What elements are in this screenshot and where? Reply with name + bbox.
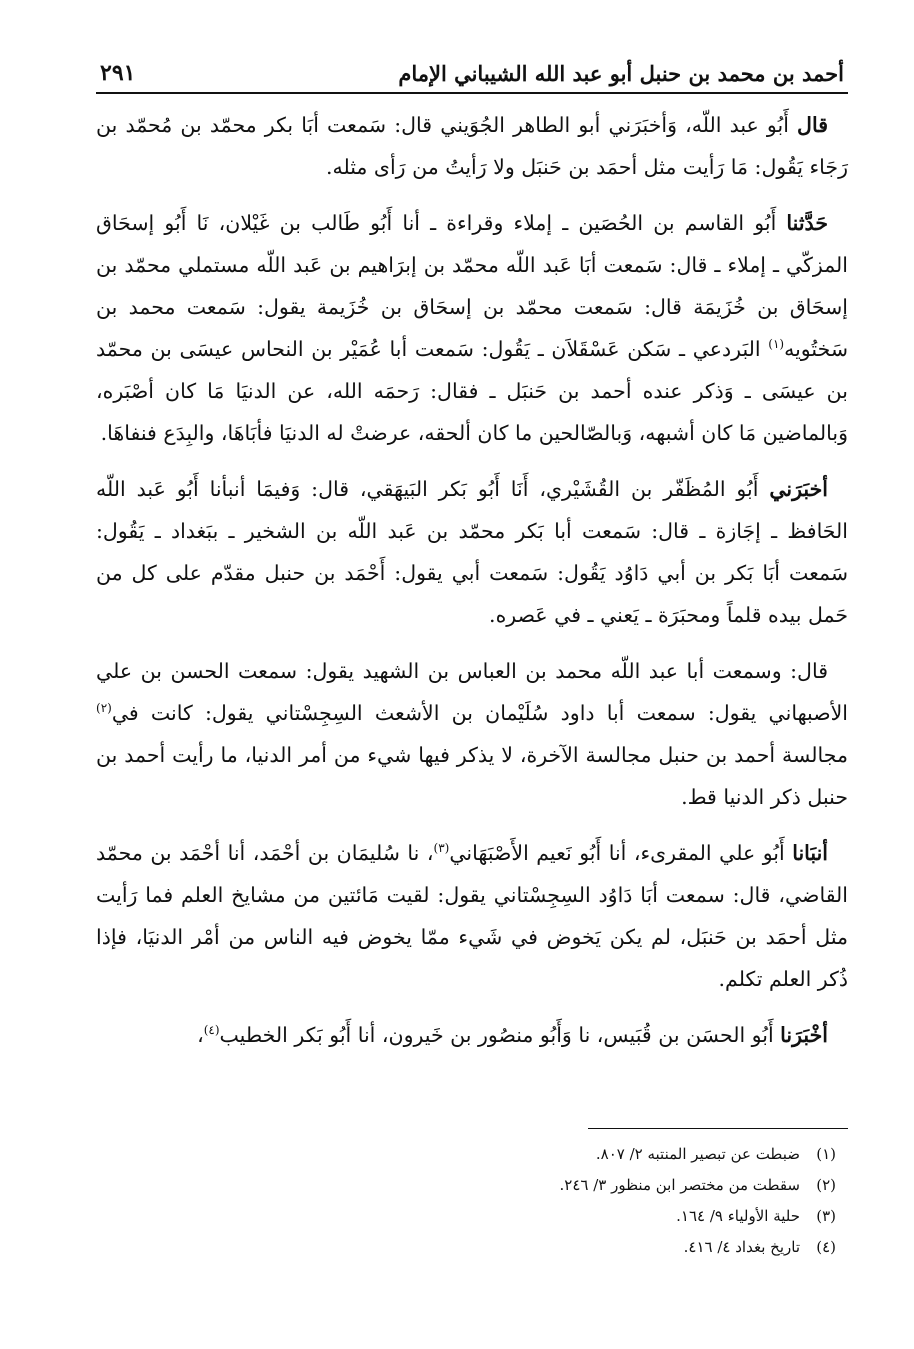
footnote-text: ضبطت عن تبصير المنتبه ٢/ ٨٠٧. — [595, 1145, 800, 1163]
running-header — [96, 60, 848, 94]
paragraph-4 — [96, 650, 848, 818]
footnote-number: (١) — [816, 1145, 836, 1163]
page-number: ٢٩١ — [100, 60, 136, 86]
paragraph-text-continued: البَردعي ـ سَكن عَسْقَلاَن ـ يَقُول: سَمعت أبا عُمَيْر بن النحاس عيسَى بن محمّد بن عيسَى ـ وَذكر عنده أحمد بن حَنبَل ـ فقال: رَحمَه الله، عن الدنيَا مَا كان أصْبَره، وَبالماضين مَا كان أشبهه، وَبالصّالحين ما كان ألحقه، عرضتْ له الدنيَا فأبَاهَا، والبِدَع فنفاهَا. — [96, 337, 848, 445]
footnote-reference: (٤) — [203, 1023, 220, 1038]
paragraph-6 — [96, 1014, 848, 1056]
footnote-reference: (١) — [768, 337, 785, 352]
footnote-3 — [96, 1201, 848, 1232]
paragraph-text-continued: ، — [197, 1023, 204, 1047]
footnote-reference: (٣) — [433, 841, 450, 856]
footnote-2 — [96, 1170, 848, 1201]
paragraph-lead: أخبَرَني — [769, 477, 828, 501]
footnote-reference: (٢) — [96, 701, 112, 716]
paragraph-text-continued: ، نا سُليمَان بن أحْمَد، أنا أحْمَد بن محمّد القاضي، قال: سمعت أبَا دَاوُد السِجِسْتاني يقول: لقيت مَائتين من مشايخ العلم فما رَأيت مثل أحمَد بن حَنبَل، لم يكن يَخوض في شَيء ممّا يخوض فيه الناس من أمْر الدنيَا، فإذا ذُكر العلم تكلم. — [96, 841, 848, 991]
footnote-1 — [96, 1139, 848, 1170]
paragraph-1 — [96, 104, 848, 188]
paragraph-lead: أنبَانا — [792, 841, 828, 865]
paragraph-text: أَبُو المُظَفّر بن القُشَيْري، أَنَا أَبُو بَكر البَيهَقي، قال: وَفيمَا أنبأنا أَبُو عَبد اللّه الحَافظ ـ إجَازة ـ قال: سَمعت أبا بَكر محمّد بن عَبد اللّه بن الشخير ـ ببَغداد ـ يَقُول: سَمعت أبَا بَكر بن أبي دَاوُد يَقُول: سَمعت أبي يقول: أَحْمَد بن حنبل مقدّم على كل من حَمل بيده قلماً ومحبَرَة ـ يَعني ـ في عَصره. — [96, 477, 848, 627]
header-title: أحمد بن محمد بن حنبل أبو عبد الله الشيباني الإمام — [398, 61, 844, 86]
paragraph-5 — [96, 832, 848, 1000]
paragraph-text: أَبُو القاسم بن الحُصَين ـ إملاء وقراءة ـ أنا أَبُو طَالب بن غَيْلان، نَا أَبُو إسحَاق المزكّي ـ إملاء ـ قال: سَمعت أبَا عَبد اللّه محمّد بن إبرَاهيم بن عَبد اللّه مستملي محمّد بن إسحَاق بن خُزَيمَة قال: سَمعت محمّد بن إسحَاق بن خُزَيمة يقول: سَمعت محمد بن سَختُويه — [96, 211, 848, 361]
footnote-text: حلية الأولياء ٩/ ١٦٤. — [676, 1207, 800, 1225]
footnote-number: (٤) — [816, 1238, 836, 1256]
paragraph-text: أَبُو علي المقرىء، أنا أَبُو نَعيم الأَصْبَهَاني — [449, 841, 793, 865]
paragraph-lead: قال — [797, 113, 828, 137]
footnote-4 — [96, 1232, 848, 1263]
footnote-divider — [588, 1128, 848, 1129]
footnote-number: (٣) — [816, 1207, 836, 1225]
paragraph-3 — [96, 468, 848, 636]
paragraph-2 — [96, 202, 848, 454]
footnote-number: (٢) — [816, 1176, 836, 1194]
footnotes — [96, 1128, 848, 1263]
paragraph-text: أَبُو الحسَن بن قُبَيس، نا وَأَبُو منصُور بن خَيرون، أنا أَبُو بَكر الخطيب — [219, 1023, 781, 1047]
footnote-text: تاريخ بغداد ٤/ ٤١٦. — [683, 1238, 800, 1256]
paragraph-lead: حَدَّثنا — [786, 211, 828, 235]
paragraph-lead: أخْبَرَنا — [780, 1023, 828, 1047]
paragraph-text-continued: مجالسة أحمد بن حنبل مجالسة الآخرة، لا يذكر فيها شيء من أمر الدنيا، ما رأيت أحمد بن حنبل ذكر الدنيا قط. — [96, 743, 848, 809]
footnote-text: سقطت من مختصر ابن منظور ٣/ ٢٤٦. — [559, 1176, 800, 1194]
paragraph-text: أَبُو عبد اللّه، وَأخبَرَني أبو الطاهر الجُوَيني قال: سَمعت أبَا بكر محمّد بن مُحمّد بن رَجَاء يَقُول: مَا رَأيت مثل أحمَد بن حَنبَل ولا رَأيتُ من رَأى مثله. — [96, 113, 848, 179]
paragraph-text: قال: وسمعت أبا عبد اللّه محمد بن العباس بن الشهيد يقول: سمعت الحسن بن علي الأصبهاني يقول: سمعت أبا داود سُلَيْمان بن الأشعث السِجِسْتاني يقول: كانت في — [96, 659, 848, 725]
main-text — [96, 104, 848, 1056]
